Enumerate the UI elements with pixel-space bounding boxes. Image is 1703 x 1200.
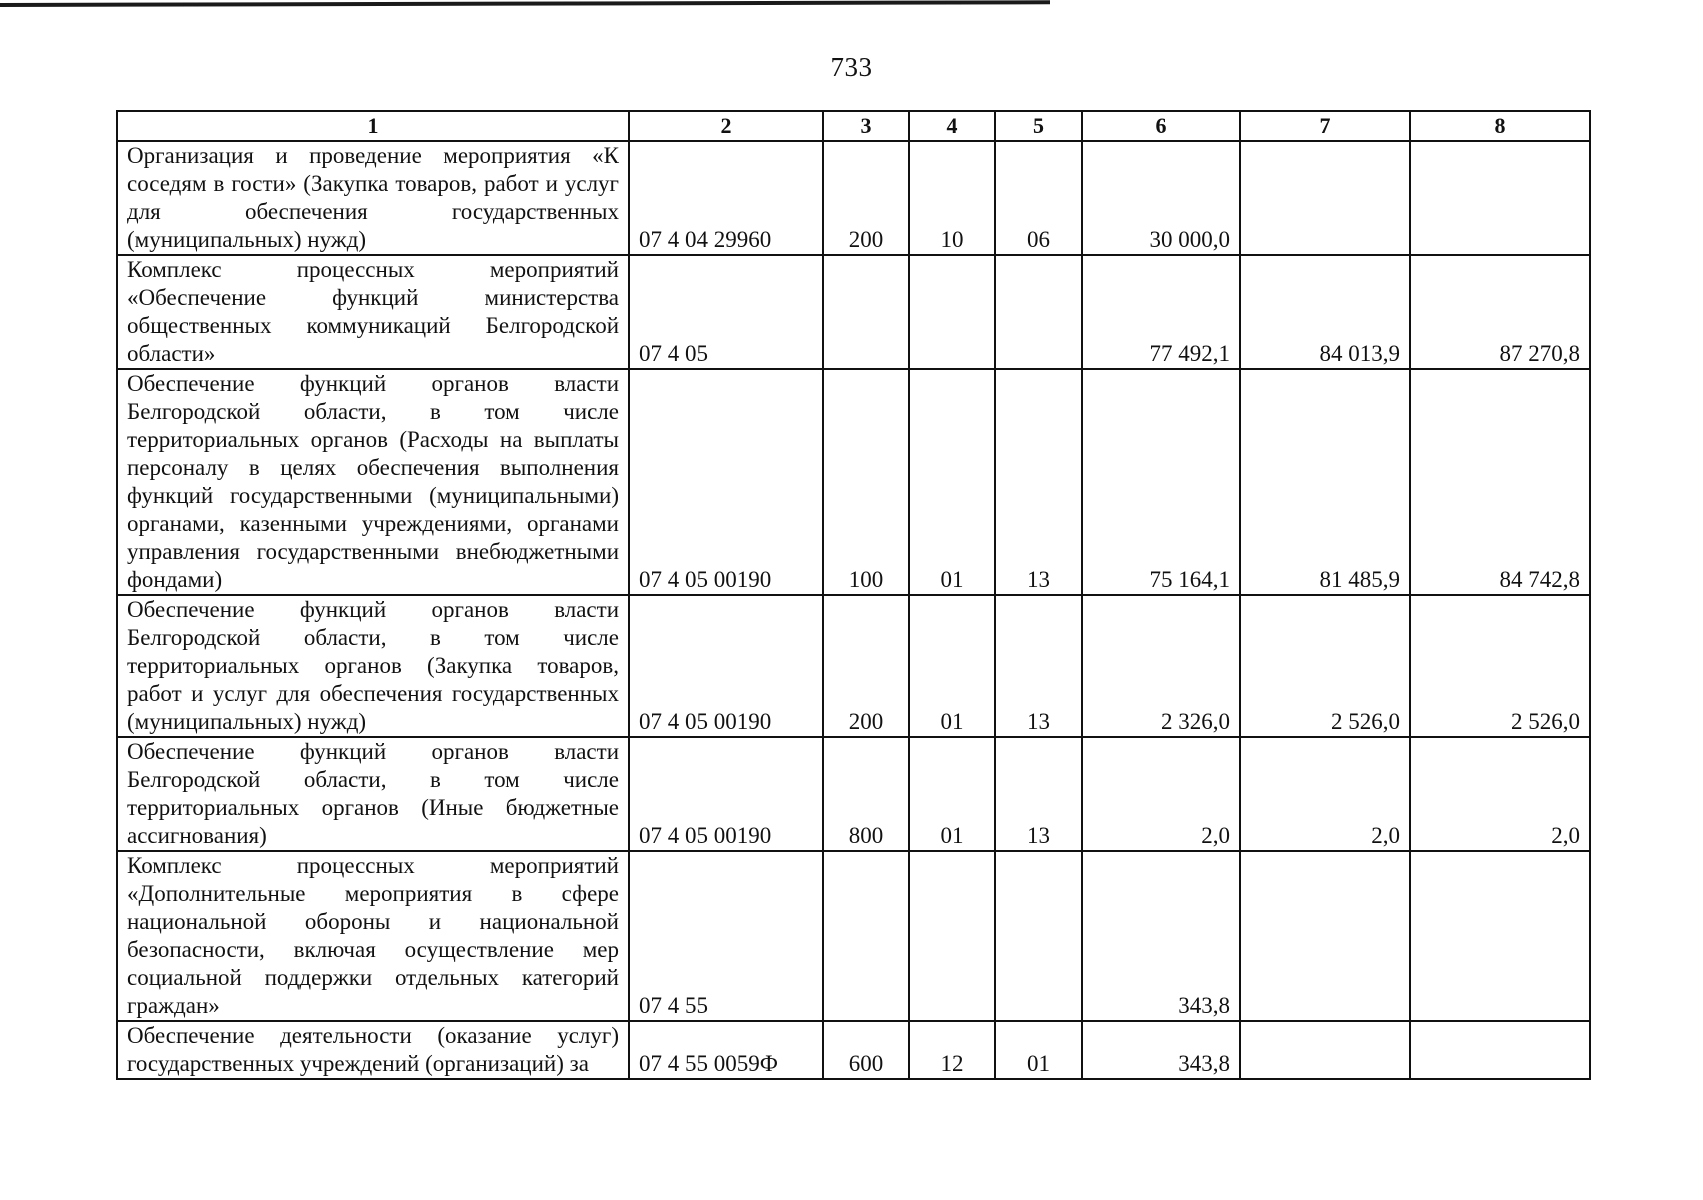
table-row <box>117 255 1590 369</box>
row-col-4: 10 <box>909 141 995 255</box>
row-col-7 <box>1240 851 1410 1021</box>
row-col-8 <box>1410 1021 1590 1079</box>
header-col-8: 8 <box>1410 111 1590 141</box>
row-name: Комплекс процессных мероприятий «Обеспечение функций министерства общественных коммуникаций Белгородской области» <box>117 255 629 369</box>
header-col-2: 2 <box>629 111 823 141</box>
header-col-4: 4 <box>909 111 995 141</box>
row-code: 07 4 05 <box>629 255 823 369</box>
row-col-6: 75 164,1 <box>1082 369 1240 595</box>
row-name: Обеспечение функций органов власти Белгородской области, в том числе территориальных органов (Закупка товаров, работ и услуг для обеспечения государственных (муниципальных) нужд) <box>117 595 629 737</box>
page-number: 733 <box>830 52 873 82</box>
row-col-3: 200 <box>823 141 909 255</box>
document-page <box>116 110 1589 1080</box>
row-col-3 <box>823 851 909 1021</box>
row-col-4: 01 <box>909 737 995 851</box>
row-col-8: 87 270,8 <box>1410 255 1590 369</box>
row-col-7 <box>1240 141 1410 255</box>
row-col-3: 800 <box>823 737 909 851</box>
row-col-4: 01 <box>909 369 995 595</box>
header-col-3: 3 <box>823 111 909 141</box>
row-col-3: 600 <box>823 1021 909 1079</box>
table-row <box>117 851 1590 1021</box>
header-col-6: 6 <box>1082 111 1240 141</box>
row-col-8: 2 526,0 <box>1410 595 1590 737</box>
row-name: Обеспечение функций органов власти Белгородской области, в том числе территориальных органов (Расходы на выплаты персоналу в целях обеспечения выполнения функций государственными (муниципальными) органами, казенными учреждениями, органами управления государственными внебюджетными фондами) <box>117 369 629 595</box>
table-row <box>117 737 1590 851</box>
budget-table <box>116 110 1591 1080</box>
row-code: 07 4 05 00190 <box>629 595 823 737</box>
scan-edge-line <box>0 0 1050 7</box>
row-col-8 <box>1410 141 1590 255</box>
table-row <box>117 369 1590 595</box>
table-row <box>117 1021 1590 1079</box>
row-col-7: 81 485,9 <box>1240 369 1410 595</box>
row-col-5 <box>995 255 1082 369</box>
row-code: 07 4 55 0059Ф <box>629 1021 823 1079</box>
row-col-7: 2,0 <box>1240 737 1410 851</box>
row-code: 07 4 05 00190 <box>629 737 823 851</box>
row-col-4 <box>909 255 995 369</box>
row-col-6: 343,8 <box>1082 1021 1240 1079</box>
row-col-5: 13 <box>995 595 1082 737</box>
row-col-3: 200 <box>823 595 909 737</box>
row-col-6: 2,0 <box>1082 737 1240 851</box>
row-col-4 <box>909 851 995 1021</box>
row-col-5: 13 <box>995 369 1082 595</box>
row-col-7: 2 526,0 <box>1240 595 1410 737</box>
row-col-6: 77 492,1 <box>1082 255 1240 369</box>
header-col-5: 5 <box>995 111 1082 141</box>
row-col-5: 13 <box>995 737 1082 851</box>
row-col-3: 100 <box>823 369 909 595</box>
row-code: 07 4 04 29960 <box>629 141 823 255</box>
row-name: Обеспечение деятельности (оказание услуг) государственных учреждений (организаций) за <box>117 1021 629 1079</box>
row-col-6: 30 000,0 <box>1082 141 1240 255</box>
row-col-8: 2,0 <box>1410 737 1590 851</box>
row-col-8 <box>1410 851 1590 1021</box>
header-row <box>117 111 1590 141</box>
row-col-5 <box>995 851 1082 1021</box>
row-col-5: 01 <box>995 1021 1082 1079</box>
table-row <box>117 141 1590 255</box>
row-col-7: 84 013,9 <box>1240 255 1410 369</box>
row-name: Обеспечение функций органов власти Белгородской области, в том числе территориальных органов (Иные бюджетные ассигнования) <box>117 737 629 851</box>
row-col-4: 01 <box>909 595 995 737</box>
row-code: 07 4 55 <box>629 851 823 1021</box>
row-col-4: 12 <box>909 1021 995 1079</box>
header-col-1: 1 <box>117 111 629 141</box>
row-code: 07 4 05 00190 <box>629 369 823 595</box>
row-col-8: 84 742,8 <box>1410 369 1590 595</box>
row-name: Комплекс процессных мероприятий «Дополнительные мероприятия в сфере национальной обороны и национальной безопасности, включая осуществление мер социальной поддержки отдельных категорий граждан» <box>117 851 629 1021</box>
row-col-7 <box>1240 1021 1410 1079</box>
row-col-3 <box>823 255 909 369</box>
row-name: Организация и проведение мероприятия «К соседям в гости» (Закупка товаров, работ и услуг для обеспечения государственных (муниципальных) нужд) <box>117 141 629 255</box>
row-col-5: 06 <box>995 141 1082 255</box>
table-row <box>117 595 1590 737</box>
row-col-6: 343,8 <box>1082 851 1240 1021</box>
row-col-6: 2 326,0 <box>1082 595 1240 737</box>
header-col-7: 7 <box>1240 111 1410 141</box>
